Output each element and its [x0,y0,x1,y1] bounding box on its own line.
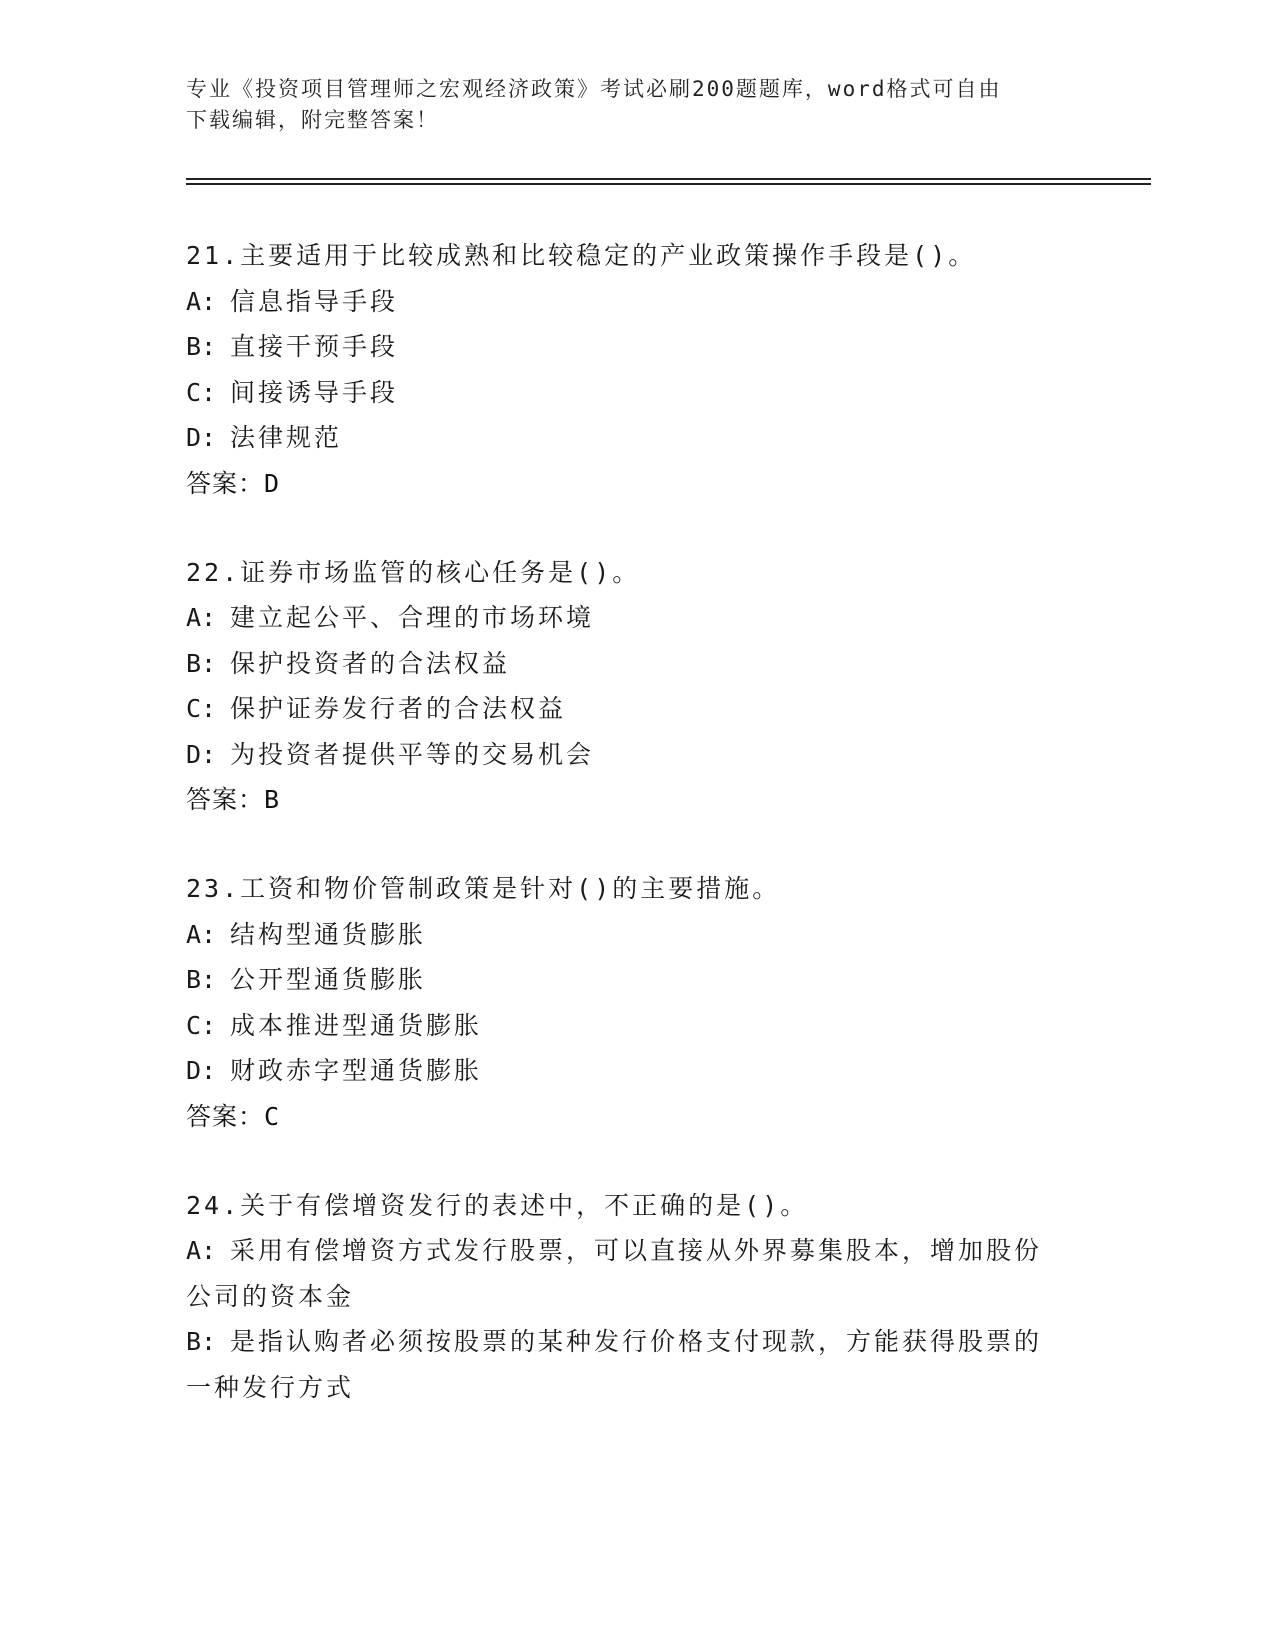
option-d [186,1048,1086,1094]
question-22 [186,550,1086,824]
question-24 [186,1183,1086,1411]
option-label: B: [186,332,217,361]
document-header [186,74,1076,136]
question-list [186,233,1086,1453]
option-label: A: [186,919,217,949]
header-divider-top [186,178,1151,180]
option-b [186,324,1086,370]
option-text: 结构型通货膨胀 [230,919,427,949]
answer-value: D [264,468,280,498]
option-a [186,1228,1086,1274]
question-stem: 22.证券市场监管的核心任务是()。 [186,557,641,587]
option-label: C: [186,1010,217,1040]
question-21 [186,233,1086,507]
question-23 [186,866,1086,1140]
question-stem: 24.关于有偿增资发行的表述中，不正确的是()。 [186,1190,809,1220]
option-text: 建立起公平、合理的市场环境 [230,603,595,632]
intro-line-1: 专业《投资项目管理师之宏观经济政策》考试必刷200题题库，word格式可自由 [186,77,1002,101]
option-label: C: [186,377,217,407]
option-label: D: [186,423,217,452]
option-a [186,912,1086,958]
option-c [186,370,1086,416]
question-stem: 21.主要适用于比较成熟和比较稳定的产业政策操作手段是()。 [186,241,977,270]
answer-value: C [264,1101,280,1131]
option-label: A: [186,1236,217,1265]
option-b-continuation: 一种发行方式 [186,1372,355,1402]
option-text: 为投资者提供平等的交易机会 [230,739,595,769]
option-b [186,1319,1086,1365]
answer-prefix: 答案： [186,468,265,498]
option-text: 是指认购者必须按股票的某种发行价格支付现款，方能获得股票的 [230,1327,1043,1356]
option-a-continuation: 公司的资本金 [186,1281,355,1311]
option-text: 法律规范 [230,423,343,452]
option-text: 采用有偿增资方式发行股票，可以直接从外界募集股本，增加股份 [230,1236,1043,1265]
option-b [186,957,1086,1003]
answer-prefix: 答案： [186,1101,265,1131]
option-label: C: [186,694,217,723]
answer-prefix: 答案： [186,785,265,814]
header-divider-bottom [186,183,1151,185]
option-a [186,595,1086,641]
option-b [186,641,1086,687]
option-text: 成本推进型通货膨胀 [230,1010,483,1040]
answer-value: B [264,785,280,814]
option-label: B: [186,648,217,678]
option-label: D: [186,739,217,769]
option-text: 信息指导手段 [230,286,399,316]
intro-line-2: 下载编辑，附完整答案！ [186,108,439,132]
option-d [186,732,1086,778]
option-d [186,415,1086,461]
option-text: 直接干预手段 [230,332,399,361]
option-a [186,279,1086,325]
answer-line [186,461,1086,507]
option-text: 保护投资者的合法权益 [230,648,511,678]
option-text: 间接诱导手段 [230,377,399,407]
option-text: 财政赤字型通货膨胀 [230,1056,483,1085]
answer-line [186,1094,1086,1140]
option-text: 保护证券发行者的合法权益 [230,694,567,723]
option-text: 公开型通货膨胀 [230,965,427,994]
option-c [186,686,1086,732]
option-label: B: [186,1327,217,1356]
option-label: D: [186,1056,217,1085]
answer-line [186,777,1086,823]
option-label: A: [186,603,217,632]
option-label: A: [186,286,217,316]
option-label: B: [186,965,217,994]
question-stem: 23.工资和物价管制政策是针对()的主要措施。 [186,874,781,903]
option-c [186,1003,1086,1049]
